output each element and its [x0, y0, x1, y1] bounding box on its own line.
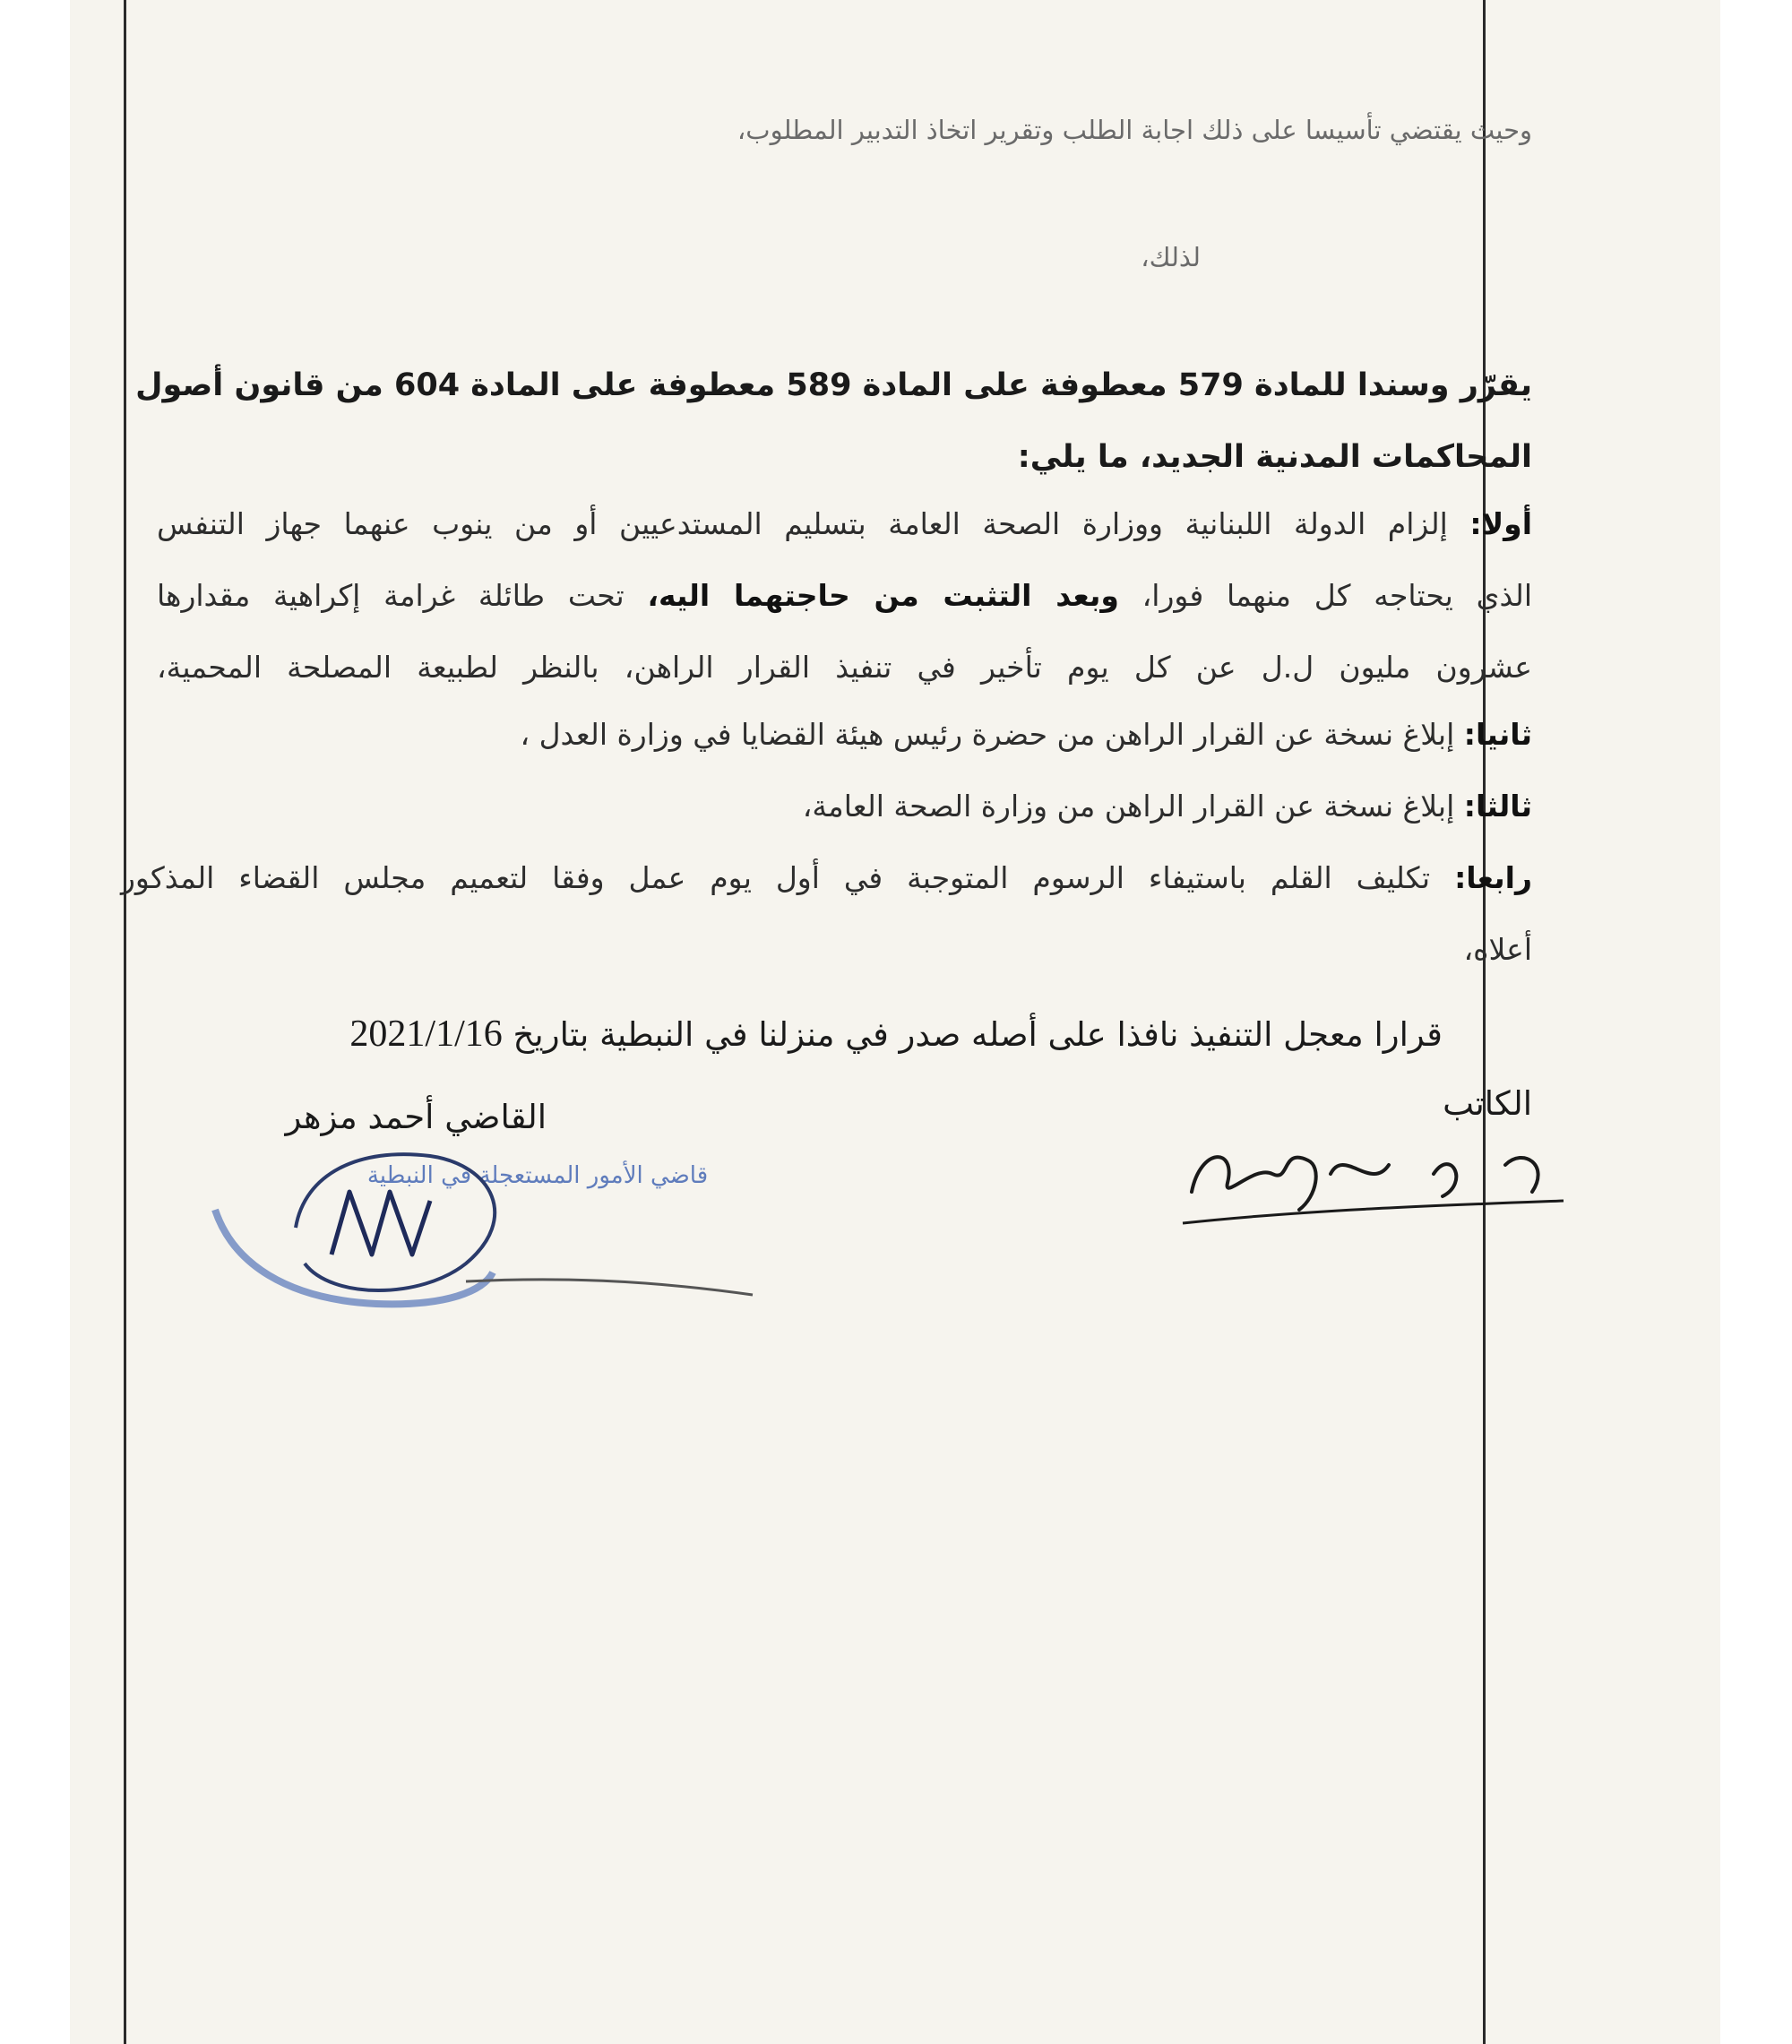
- third-item-text: إبلاغ نسخة عن القرار الراهن من وزارة الصحة العامة،: [802, 789, 1455, 824]
- clerk-signature: [1174, 1111, 1568, 1246]
- first-item-line-1: [157, 506, 1532, 541]
- first-item-line-2: [157, 578, 1532, 613]
- first-item-text-2c: تحت طائلة غرامة إكراهية مقدارها: [157, 578, 648, 613]
- right-margin-rule: [1483, 0, 1486, 2044]
- clerk-title: الكاتب: [1443, 1084, 1532, 1123]
- fourth-item-line-2: أعلاه،: [1463, 932, 1532, 967]
- fourth-item-label: رابعا:: [1454, 860, 1532, 895]
- first-item-text-1: إلزام الدولة اللبنانية ووزارة الصحة العامة بتسليم المستدعيين أو من ينوب عنهما جهاز التنفس: [157, 506, 1448, 541]
- third-item-label: ثالثا:: [1463, 789, 1532, 824]
- first-item-label: أولا:: [1469, 506, 1532, 541]
- first-item-text-2a: الذي يحتاجه كل منهما فورا،: [1118, 578, 1532, 613]
- first-item-text-2b: وبعد التثبت من حاجتهما اليه،: [647, 578, 1119, 613]
- second-item-text: إبلاغ نسخة عن القرار الراهن من حضرة رئيس هيئة القضايا في وزارة العدل ،: [520, 717, 1455, 752]
- issued-text: قرارا معجل التنفيذ نافذا على أصله صدر في منزلنا في النبطية بتاريخ: [513, 1015, 1443, 1054]
- stamp-text: قاضي الأمور المستعجلة في النبطية: [366, 1162, 709, 1189]
- fourth-item-line-1: [121, 860, 1532, 895]
- fourth-item-text-1: تكليف القلم باستيفاء الرسوم المتوجبة في أول يوم عمل وفقا لتعميم مجلس القضاء المذكور: [121, 860, 1431, 895]
- judge-stamp: [197, 1120, 824, 1326]
- third-item-line: [803, 789, 1532, 824]
- second-item-line: [520, 717, 1532, 752]
- intro-line: وحيث يقتضي تأسيسا على ذلك اجابة الطلب وتقرير اتخاذ التدبير المطلوب،: [737, 115, 1532, 145]
- left-margin-rule: [124, 0, 126, 2044]
- judge-name: القاضي أحمد مزهر: [285, 1098, 547, 1136]
- decision-line-1: يقرّر وسندا للمادة 579 معطوفة على المادة 589 معطوفة على المادة 604 من قانون أصول: [135, 367, 1532, 403]
- issued-line: [349, 1013, 1443, 1056]
- first-item-line-3: عشرون مليون ل.ل عن كل يوم تأخير في تنفيذ القرار الراهن، بالنظر لطبيعة المصلحة المحمية،: [157, 650, 1532, 685]
- second-item-label: ثانيا:: [1463, 717, 1532, 752]
- issued-date: 2021/1/16: [349, 1013, 503, 1055]
- decision-line-2: المحاكمات المدنية الجديد، ما يلي:: [1017, 439, 1532, 475]
- therefore-line: لذلك،: [1141, 242, 1201, 272]
